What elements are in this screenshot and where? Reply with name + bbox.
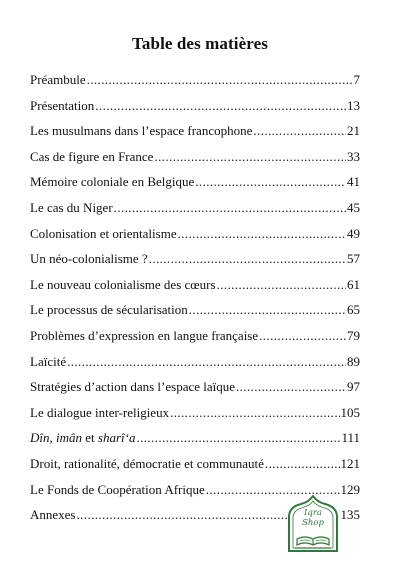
toc-page-number: 129 [340,481,360,497]
toc-entry-label-part: sharî‘a [97,430,136,446]
toc-leader-dots [259,326,346,346]
toc-leader-dots [217,275,346,295]
toc-page-number: 121 [340,455,360,471]
toc-page-number: 13 [347,97,360,113]
toc-page-number: 45 [347,199,360,215]
toc-page-number: 135 [340,507,360,523]
toc-entry [30,121,360,147]
toc-leader-dots [67,352,346,372]
toc-page-number: 7 [353,72,360,87]
toc-entry [30,224,360,250]
toc-entry-label: Préambule [30,72,86,87]
toc-leader-dots [154,147,346,167]
toc-page-number: 41 [347,174,360,190]
toc-entry-label-part: imân [56,430,82,446]
toc-entry-label: Présentation [30,97,95,113]
toc-page-number: 33 [347,148,360,164]
toc-entry [30,70,360,96]
toc-entry-label: Annexes [30,507,76,523]
toc-entry [30,300,360,326]
toc-entry-label: Un néo-colonialisme ? [30,251,148,267]
toc-page-number: 21 [347,123,360,139]
toc-page-number: 57 [347,251,360,267]
toc-entry-label: Stratégies d’action dans l’espace laïque [30,379,236,395]
toc-entry-label-part: , [49,430,56,446]
toc-leader-dots [189,300,346,320]
toc-leader-dots [95,96,346,116]
logo-text-shop: Shop [302,518,324,528]
toc-entry [30,96,360,122]
toc-entry-label: Les musulmans dans l’espace francophone [30,123,253,139]
toc-leader-dots [265,454,340,474]
toc-entry-label: Mémoire coloniale en Belgique [30,174,195,190]
toc-leader-dots [170,403,339,423]
toc-entry-label-part: et [82,430,98,446]
toc-entry-label: Droit, rationalité, démocratie et communauté [30,455,264,471]
toc-leader-dots [195,172,346,192]
toc-entry-label [30,428,135,448]
toc-entry-label: Le dialogue inter-religieux [30,404,170,420]
toc-entry-label: Le processus de sécularisation [30,302,188,318]
toc-entry-label-part: Dîn [30,430,50,446]
toc-leader-dots [149,249,346,269]
iqra-shop-logo [283,495,343,553]
toc-entry [30,377,360,403]
toc-page-number: 79 [347,327,360,343]
toc-page-number: 97 [347,379,360,395]
toc-entry [30,352,360,378]
toc-entry-label: Problèmes d’expression en langue française [30,327,259,343]
toc-leader-dots [178,224,346,244]
toc-entry [30,275,360,301]
toc-leader-dots [236,377,346,397]
toc-entry [30,428,360,454]
toc-leader-dots [253,121,346,141]
toc-entry [30,172,360,198]
toc-leader-dots [114,198,346,218]
toc-entry-label: Le cas du Niger [30,199,113,215]
toc-entry-label: Le nouveau colonialisme des cœurs [30,276,216,292]
toc-entry [30,249,360,275]
toc-entry [30,147,360,173]
toc-page-number: 111 [341,430,360,446]
toc-entry-label: Laïcité [30,353,67,369]
toc-page-number: 105 [340,404,360,420]
toc-entry [30,198,360,224]
toc-leader-dots [87,70,353,90]
table-of-contents [30,70,360,531]
logo-text-iqra: Iqra [304,508,322,518]
toc-page-number: 49 [347,225,360,241]
toc-entry-label: Colonisation et orientalisme [30,225,177,241]
toc-entry [30,326,360,352]
toc-entry [30,454,360,480]
toc-page-number: 65 [347,302,360,318]
page-title: Table des matières [132,34,268,53]
toc-entry [30,403,360,429]
toc-page-number: 89 [347,353,360,369]
toc-entry-label: Cas de figure en France [30,148,154,164]
toc-page-number: 61 [347,276,360,292]
toc-entry-label: Le Fonds de Coopération Afrique [30,481,205,497]
toc-leader-dots [136,428,340,448]
